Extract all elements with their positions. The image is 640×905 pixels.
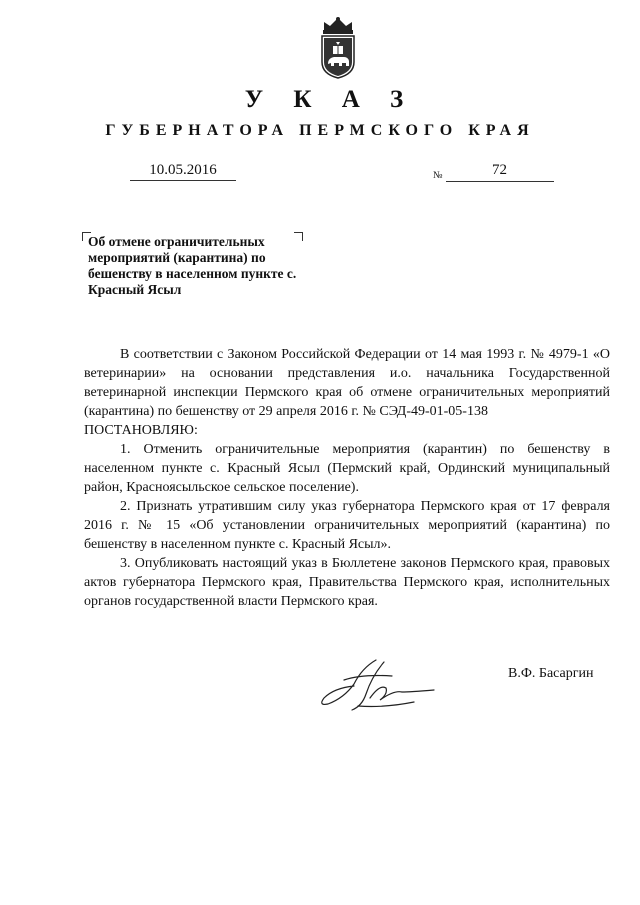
number-sign: № [433, 170, 443, 181]
coat-of-arms-icon [316, 16, 360, 80]
preamble-paragraph: В соответствии с Законом Российской Федерации от 14 мая 1993 г. № 4979-1 «О ветеринарии» на основании представления и.о. начальника Государственной ветеринарной инспекции Пермского края об отмене ограничительных мероприятий (карантина) по бешенству от 29 апреля 2016 г. № СЭД-49-01-05-138 [84, 347, 610, 419]
signer-name: В.Ф. Басаргин [508, 666, 594, 681]
decree-date: 10.05.2016 [130, 162, 236, 181]
decree-item: 2. Признать утратившим силу указ губернатора Пермского края от 17 февраля 2016 г. № 15 «Об установлении ограничительных мероприятий (карантина) по бешенству в населенном пункте с. Красный Ясыл». [84, 499, 610, 552]
decree-item: 3. Опубликовать настоящий указ в Бюллетене законов Пермского края, правовых актов губернатора Пермского края, Правительства Пермского края, исполнительных органов государственной власти Пермского края. [84, 556, 610, 609]
document-subtitle: ГУБЕРНАТОРА ПЕРМСКОГО КРАЯ [105, 122, 535, 139]
decree-body [84, 345, 610, 611]
decree-subject: Об отмене ограничительных мероприятий (карантина) по бешенству в населенном пункте с. Красный Ясыл [88, 234, 297, 297]
decree-item: 1. Отменить ограничительные мероприятия (карантин) по бешенству в населенном пункте с. Красный Ясыл (Пермский край, Ординский муниципальный район, Красноясыльское сельское поселение). [84, 442, 610, 495]
decree-number: 72 [492, 162, 507, 178]
decree-word: ПОСТАНОВЛЯЮ: [84, 423, 198, 438]
signature-icon [314, 654, 454, 714]
document-title: У К А З [244, 86, 416, 113]
number-underline [446, 181, 554, 182]
